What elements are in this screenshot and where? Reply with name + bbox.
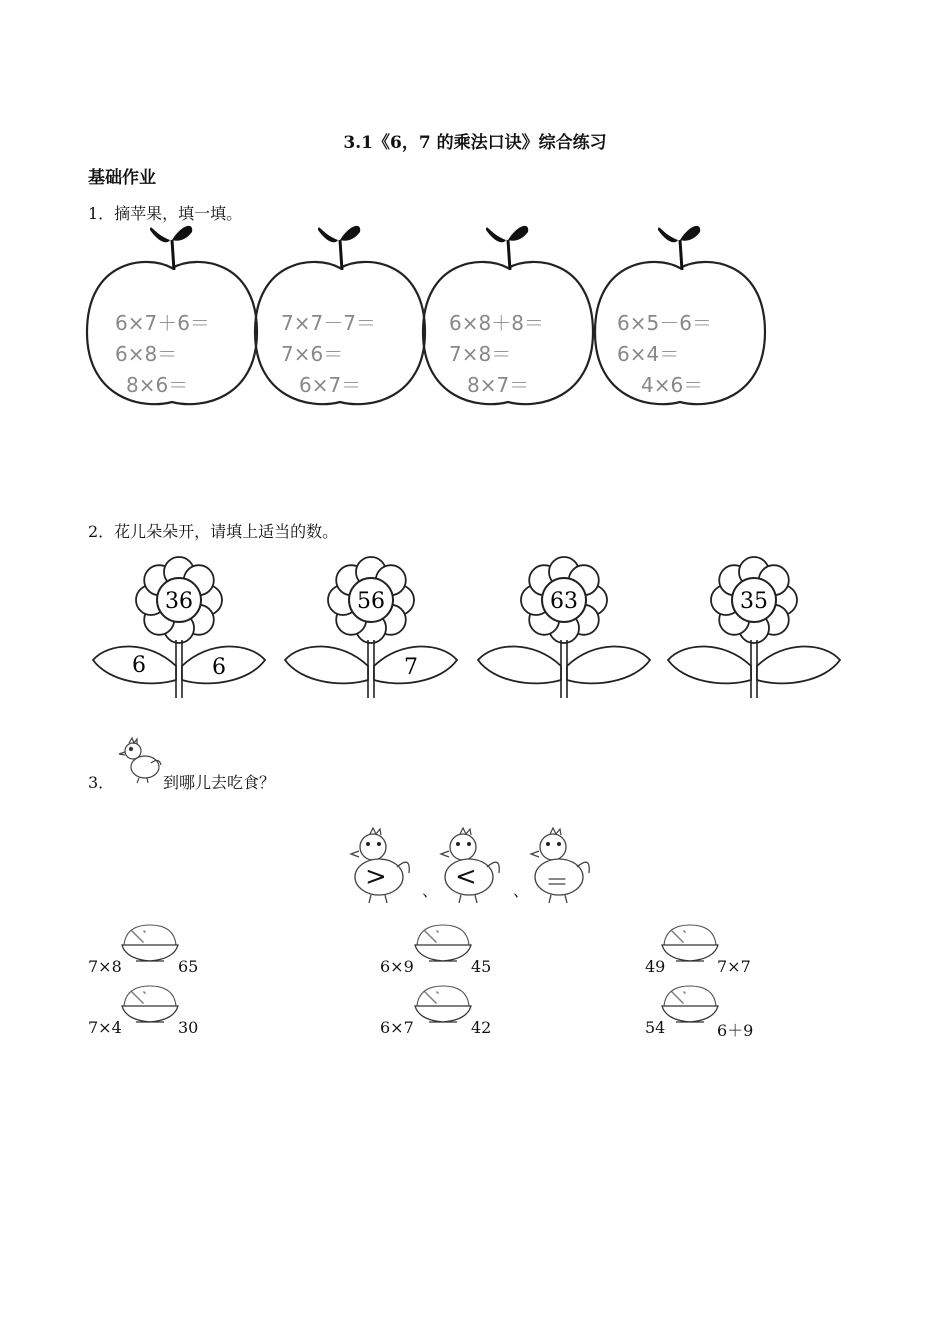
section-heading: 基础作业 [88,168,156,188]
bowl-2-2-bowl [415,1006,471,1022]
flower-3-center-number: 63 [550,589,578,614]
apple-2-line-1: 7×7－7＝ [281,311,376,335]
cmp-1-1-right: 65 [178,957,199,976]
bowl-2-1-rice [124,986,176,1006]
chick-sign-less: < [455,862,477,892]
bowl-2-1-rice-dot [144,992,146,994]
apple-4-line-1: 6×5－6＝ [617,311,712,335]
question-2-label: 2．花儿朵朵开，请填上适当的数。 [88,522,339,541]
bowl-1-3-rice-dot [684,931,686,933]
bowl-2-2-rice [417,986,469,1006]
bowl-2-3-rice-dot [682,1002,684,1004]
question-3-number: 3． [88,773,115,792]
cmp-2-1-left: 7×4 [88,1018,122,1037]
question-1-label: 1．摘苹果，填一填。 [88,204,243,223]
cmp-2-3-right: 6＋9 [717,1021,754,1040]
cmp-1-2-right: 45 [471,957,492,976]
bowl-1-2-rice [417,925,469,945]
bowl-2-3-bowl [662,1006,718,1022]
apple-4-line-3: 4×6＝ [641,373,704,397]
bowl-1-3-bowl [662,945,718,961]
apple-3-line-1: 6×8＋8＝ [449,311,544,335]
separator-2: 、 [513,881,530,900]
bowl-2-1-bowl [122,1006,178,1022]
flower-4-center-number: 35 [740,589,768,614]
bowl-1-1-rice [124,925,176,945]
bowl-1-3-rice [664,925,716,945]
bowl-2-2-rice-dot [435,1002,437,1004]
bowl-2-3-rice-dot [684,992,686,994]
separator-1: 、 [422,881,439,900]
cmp-2-2-left: 6×7 [380,1018,414,1037]
bowl-1-1-rice-dot [142,941,144,943]
cmp-1-1-left: 7×8 [88,957,122,976]
apple-3-line-3: 8×7＝ [467,373,530,397]
cmp-2-3-left: 54 [645,1018,666,1037]
cmp-1-3-left: 49 [645,957,666,976]
bowl-1-2-rice-dot [435,941,437,943]
cmp-2-1-right: 30 [178,1018,199,1037]
apple-3-line-2: 7×8＝ [449,342,512,366]
flower-1-center-number: 36 [165,589,193,614]
question-3-text: 到哪儿去吃食？ [163,773,276,792]
flower-2-center-number: 56 [357,589,385,614]
cmp-1-3-right: 7×7 [717,957,751,976]
bowl-1-1-bowl [122,945,178,961]
apple-1-line-2: 6×8＝ [115,342,178,366]
chick-sign-equal: ＝ [545,868,569,896]
apple-1-line-1: 6×7＋6＝ [115,311,210,335]
bowl-1-1-rice-dot [144,931,146,933]
bowl-2-1-rice-dot [142,1002,144,1004]
apple-2-line-2: 7×6＝ [281,342,344,366]
bowl-2-2-rice-dot [437,992,439,994]
bowl-1-2-bowl [415,945,471,961]
apple-2-line-3: 6×7＝ [299,373,362,397]
apple-4-line-2: 6×4＝ [617,342,680,366]
flower-1-left-leaf-number: 6 [132,653,146,678]
bowl-1-3-rice-dot [682,941,684,943]
cmp-1-2-left: 6×9 [380,957,414,976]
bowl-2-3-rice [664,986,716,1006]
flower-1-right-leaf-number: 6 [212,655,226,680]
page-title: 3.1《6，7 的乘法口诀》综合练习 [343,133,607,153]
chick-sign-greater: > [365,862,387,892]
bowl-1-2-rice-dot [437,931,439,933]
flower-2-right-leaf-number: 7 [404,655,418,680]
apple-1-line-3: 8×6＝ [126,373,189,397]
cmp-2-2-right: 42 [471,1018,492,1037]
